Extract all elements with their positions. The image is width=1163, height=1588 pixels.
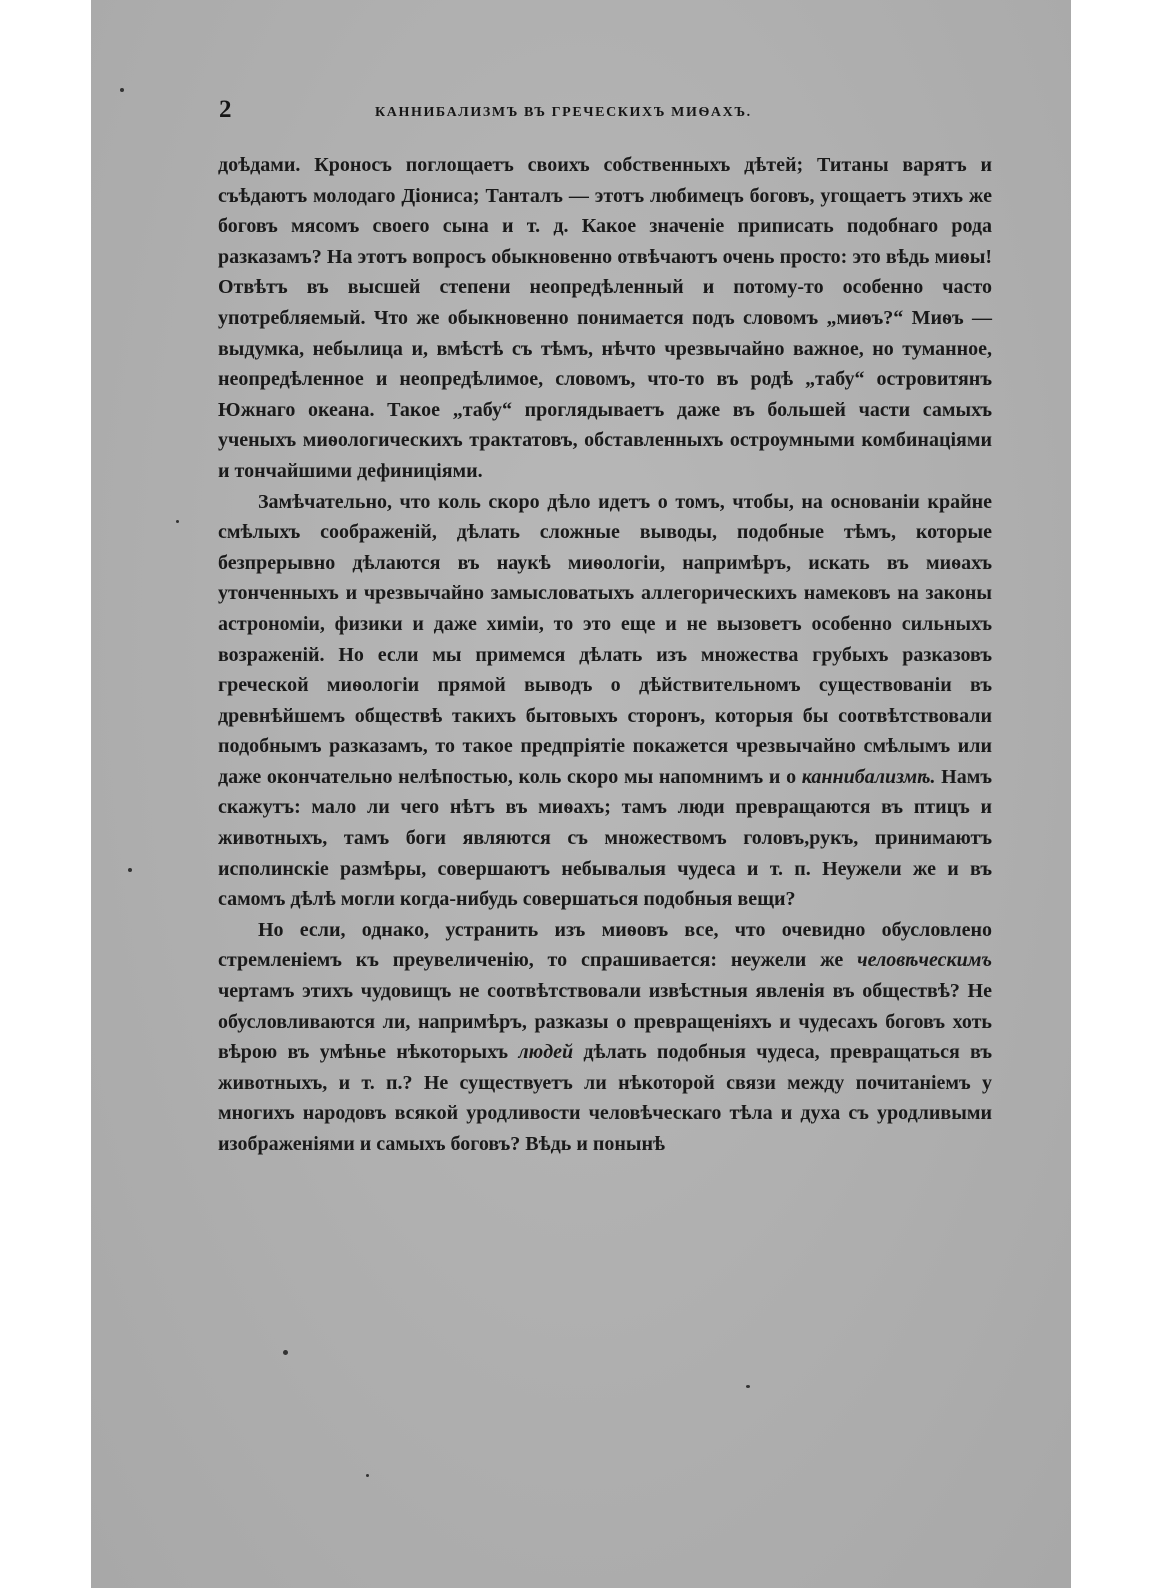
paragraph-3 (218, 915, 992, 1160)
scan-speck (746, 1385, 750, 1388)
italic-term-human: человѣческимъ (857, 949, 993, 972)
page-number: 2 (219, 96, 232, 123)
scan-speck (128, 868, 132, 872)
scan-speck (176, 520, 179, 523)
scan-speck (283, 1350, 288, 1355)
paragraph-3-text-c: дѣлать подобныя чудеса, превращаться въ животныхъ, и т. п.? Не существуетъ ли нѣкоторой связи между почитаніемъ у многихъ народовъ всякой уродливости человѣческаго тѣла и духа съ уродливыми изображеніями и самыхъ боговъ? Вѣдь и понынѣ (218, 1041, 993, 1155)
paragraph-1: доѣдами. Кроносъ поглощаетъ своихъ собственныхъ дѣтей; Титаны варятъ и съѣдаютъ молодаго Діониса; Танталъ — этотъ любимецъ боговъ, угощаетъ этихъ же боговъ мясомъ своего сына и т. д. Какое значеніе приписать подобнаго рода разказамъ? На этотъ вопросъ обыкновенно отвѣчаютъ очень просто: это вѣдь миѳы! Отвѣтъ въ высшей степени неопредѣленный и потому-то особенно часто употребляемый. Что же обыкновенно понимается подъ словомъ „миѳъ?“ Миѳъ — выдумка, небылица и, вмѣстѣ съ тѣмъ, нѣчто чрезвычайно важное, но туманное, неопредѣленное и неопредѣлимое, словомъ, что-то въ родѣ „табу“ островитянъ Южнаго океана. Такое „табу“ проглядываетъ даже въ большей части самыхъ ученыхъ миѳологическихъ трактатовъ, обставленныхъ остроумными комбинаціями и тончайшими дефиниціями. (218, 154, 992, 482)
paragraph-2-text-b: Намъ скажутъ: мало ли чего нѣтъ въ миѳахъ; тамъ люди превращаются въ птицъ и животныхъ, тамъ боги являются съ множествомъ головъ,рукъ, принимаютъ исполинскіе размѣры, совершаютъ небывалыя чудеса и т. п. Неужели же и въ самомъ дѣлѣ могли когда-нибудь совершаться подобныя вещи? (218, 765, 993, 911)
italic-term-people: людей (518, 1041, 574, 1064)
paragraph-3-text-b: чертамъ этихъ чудовищъ не соотвѣтствовали извѣстныя явленія въ обществѣ? Не обусловливаются ли, напримѣръ, разказы о превращеніяхъ и чудесахъ боговъ хоть вѣрою въ умѣнье нѣкоторыхъ (218, 980, 992, 1064)
paragraph-2 (218, 487, 992, 915)
page-title: КАННИБАЛИЗМЪ ВЪ ГРЕЧЕСКИХЪ МИѲАХЪ. (375, 105, 752, 120)
paragraph-2-text-a: Замѣчательно, что коль скоро дѣло идетъ о томъ, чтобы, на основаніи крайне смѣлыхъ соображеній, дѣлать сложные выводы, подобные тѣмъ, которые безпрерывно дѣлаются въ наукѣ миѳологіи, напримѣръ, искать въ миѳахъ утонченныхъ и чрезвычайно замысловатыхъ аллегорическихъ намековъ на законы астрономіи, физики и даже химіи, то это еще и не вызоветъ особенно сильныхъ возраженій. Но если мы примемся дѣлать изъ множества грубыхъ разказовъ греческой миѳологіи прямой выводъ о дѣйствительномъ существованіи въ древнѣйшемъ обществѣ такихъ бытовыхъ сторонъ, которыя бы соотвѣтствовали подобнымъ разказамъ, то такое предпріятіе покажется чрезвычайно смѣлымъ или даже окончательно нелѣпостью, коль скоро мы напомнимъ и о (218, 490, 992, 788)
scan-speck (120, 88, 124, 92)
italic-term-cannibalism: каннибализмѣ. (801, 765, 936, 788)
scan-speck (366, 1474, 369, 1477)
running-head (219, 96, 999, 126)
paragraph-3-text-a: Но если, однако, устранить изъ миѳовъ все, что очевидно обусловлено стремленіемъ къ преувеличенію, то спрашивается: неужели же (218, 918, 992, 972)
body-text (218, 150, 992, 1160)
